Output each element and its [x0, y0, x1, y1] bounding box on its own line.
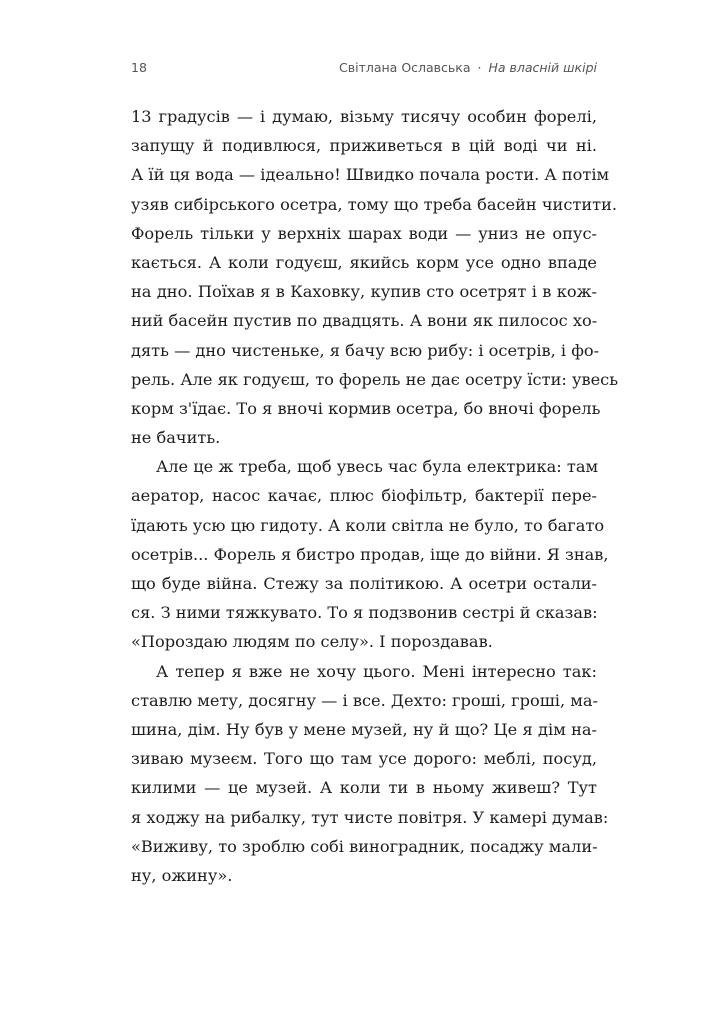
- text-line: не бачить.: [131, 428, 221, 448]
- text-line: корм з'їдає. То я вночі кормив осетра, бо вночі форель: [131, 398, 601, 418]
- paragraph: [131, 657, 609, 891]
- text-line: 13 градусів — і думаю, візьму тисячу особин форелі,: [131, 107, 597, 126]
- paragraph: [131, 102, 619, 452]
- text-line: «Виживу, то зроблю собі виноградник, посаджу мали-: [131, 836, 598, 856]
- text-line: дять — дно чистеньке, я бачу всю рибу: і осетрів, і фо-: [131, 340, 600, 360]
- text-line: ставлю мету, досягну — і все. Дехто: гроші, гроші, ма-: [131, 690, 598, 710]
- text-line: осетрів... Форель я бистро продав, іще до війни. Я знав,: [131, 544, 609, 564]
- text-line: А тепер я вже не хочу цього. Мені інтересно так:: [156, 661, 597, 681]
- text-line: А їй ця вода — ідеально! Швидко почала рости. А потім: [131, 165, 610, 185]
- text-line: шина, дім. Ну був у мене музей, ну й що? Це я дім на-: [131, 719, 597, 739]
- text-line: запущу й подивлюся, приживеться в цій воді чи ні.: [131, 136, 597, 156]
- text-line: Але це ж треба, щоб увесь час була електрика: там: [156, 457, 599, 477]
- text-line: килими — це музей. А коли ти в ньому живеш? Тут: [131, 778, 597, 798]
- text-line: їдають усю цю гидоту. А коли світла не було, то багато: [131, 515, 605, 535]
- running-head-title: [339, 60, 597, 75]
- text-line: рель. Але як годуєш, то форель не дає осетру їсти: увесь: [131, 369, 619, 389]
- book-title: На власній шкірі: [488, 60, 597, 75]
- text-line: «Пороздаю людям по селу». І пороздавав.: [131, 632, 493, 652]
- text-line: ну, ожину».: [131, 865, 233, 885]
- text-line: на дно. Поїхав я в Каховку, купив сто осетрят і в кож-: [131, 282, 597, 302]
- body-text: [131, 102, 619, 890]
- text-line: я ходжу на рибалку, тут чисте повітря. У камері думав:: [131, 807, 609, 827]
- author-name: Світлана Ославська: [339, 60, 471, 75]
- paragraph: [131, 452, 609, 656]
- text-line: зиваю музеєм. Того що там усе дорого: меблі, посуд,: [131, 749, 597, 769]
- text-line: Форель тільки у верхніх шарах води — униз не опус-: [131, 223, 597, 243]
- text-line: аератор, насос качає, плюс біофільтр, бактерії пере-: [131, 486, 597, 506]
- text-line: що буде війна. Стежу за політикою. А осетри остали-: [131, 574, 597, 593]
- running-head: [131, 60, 597, 80]
- text-line: узяв сибірського осетра, тому що треба басейн чистити.: [131, 194, 618, 214]
- page-number: 18: [131, 60, 147, 75]
- text-line: ся. З ними тяжкувато. То я подзвонив сестрі й сказав:: [131, 603, 598, 623]
- text-line: кається. А коли годуєш, якийсь корм усе одно впаде: [131, 252, 597, 272]
- text-line: ний басейн пустив по двадцять. А вони як пилосос хо-: [131, 311, 598, 331]
- head-separator: ·: [477, 60, 482, 75]
